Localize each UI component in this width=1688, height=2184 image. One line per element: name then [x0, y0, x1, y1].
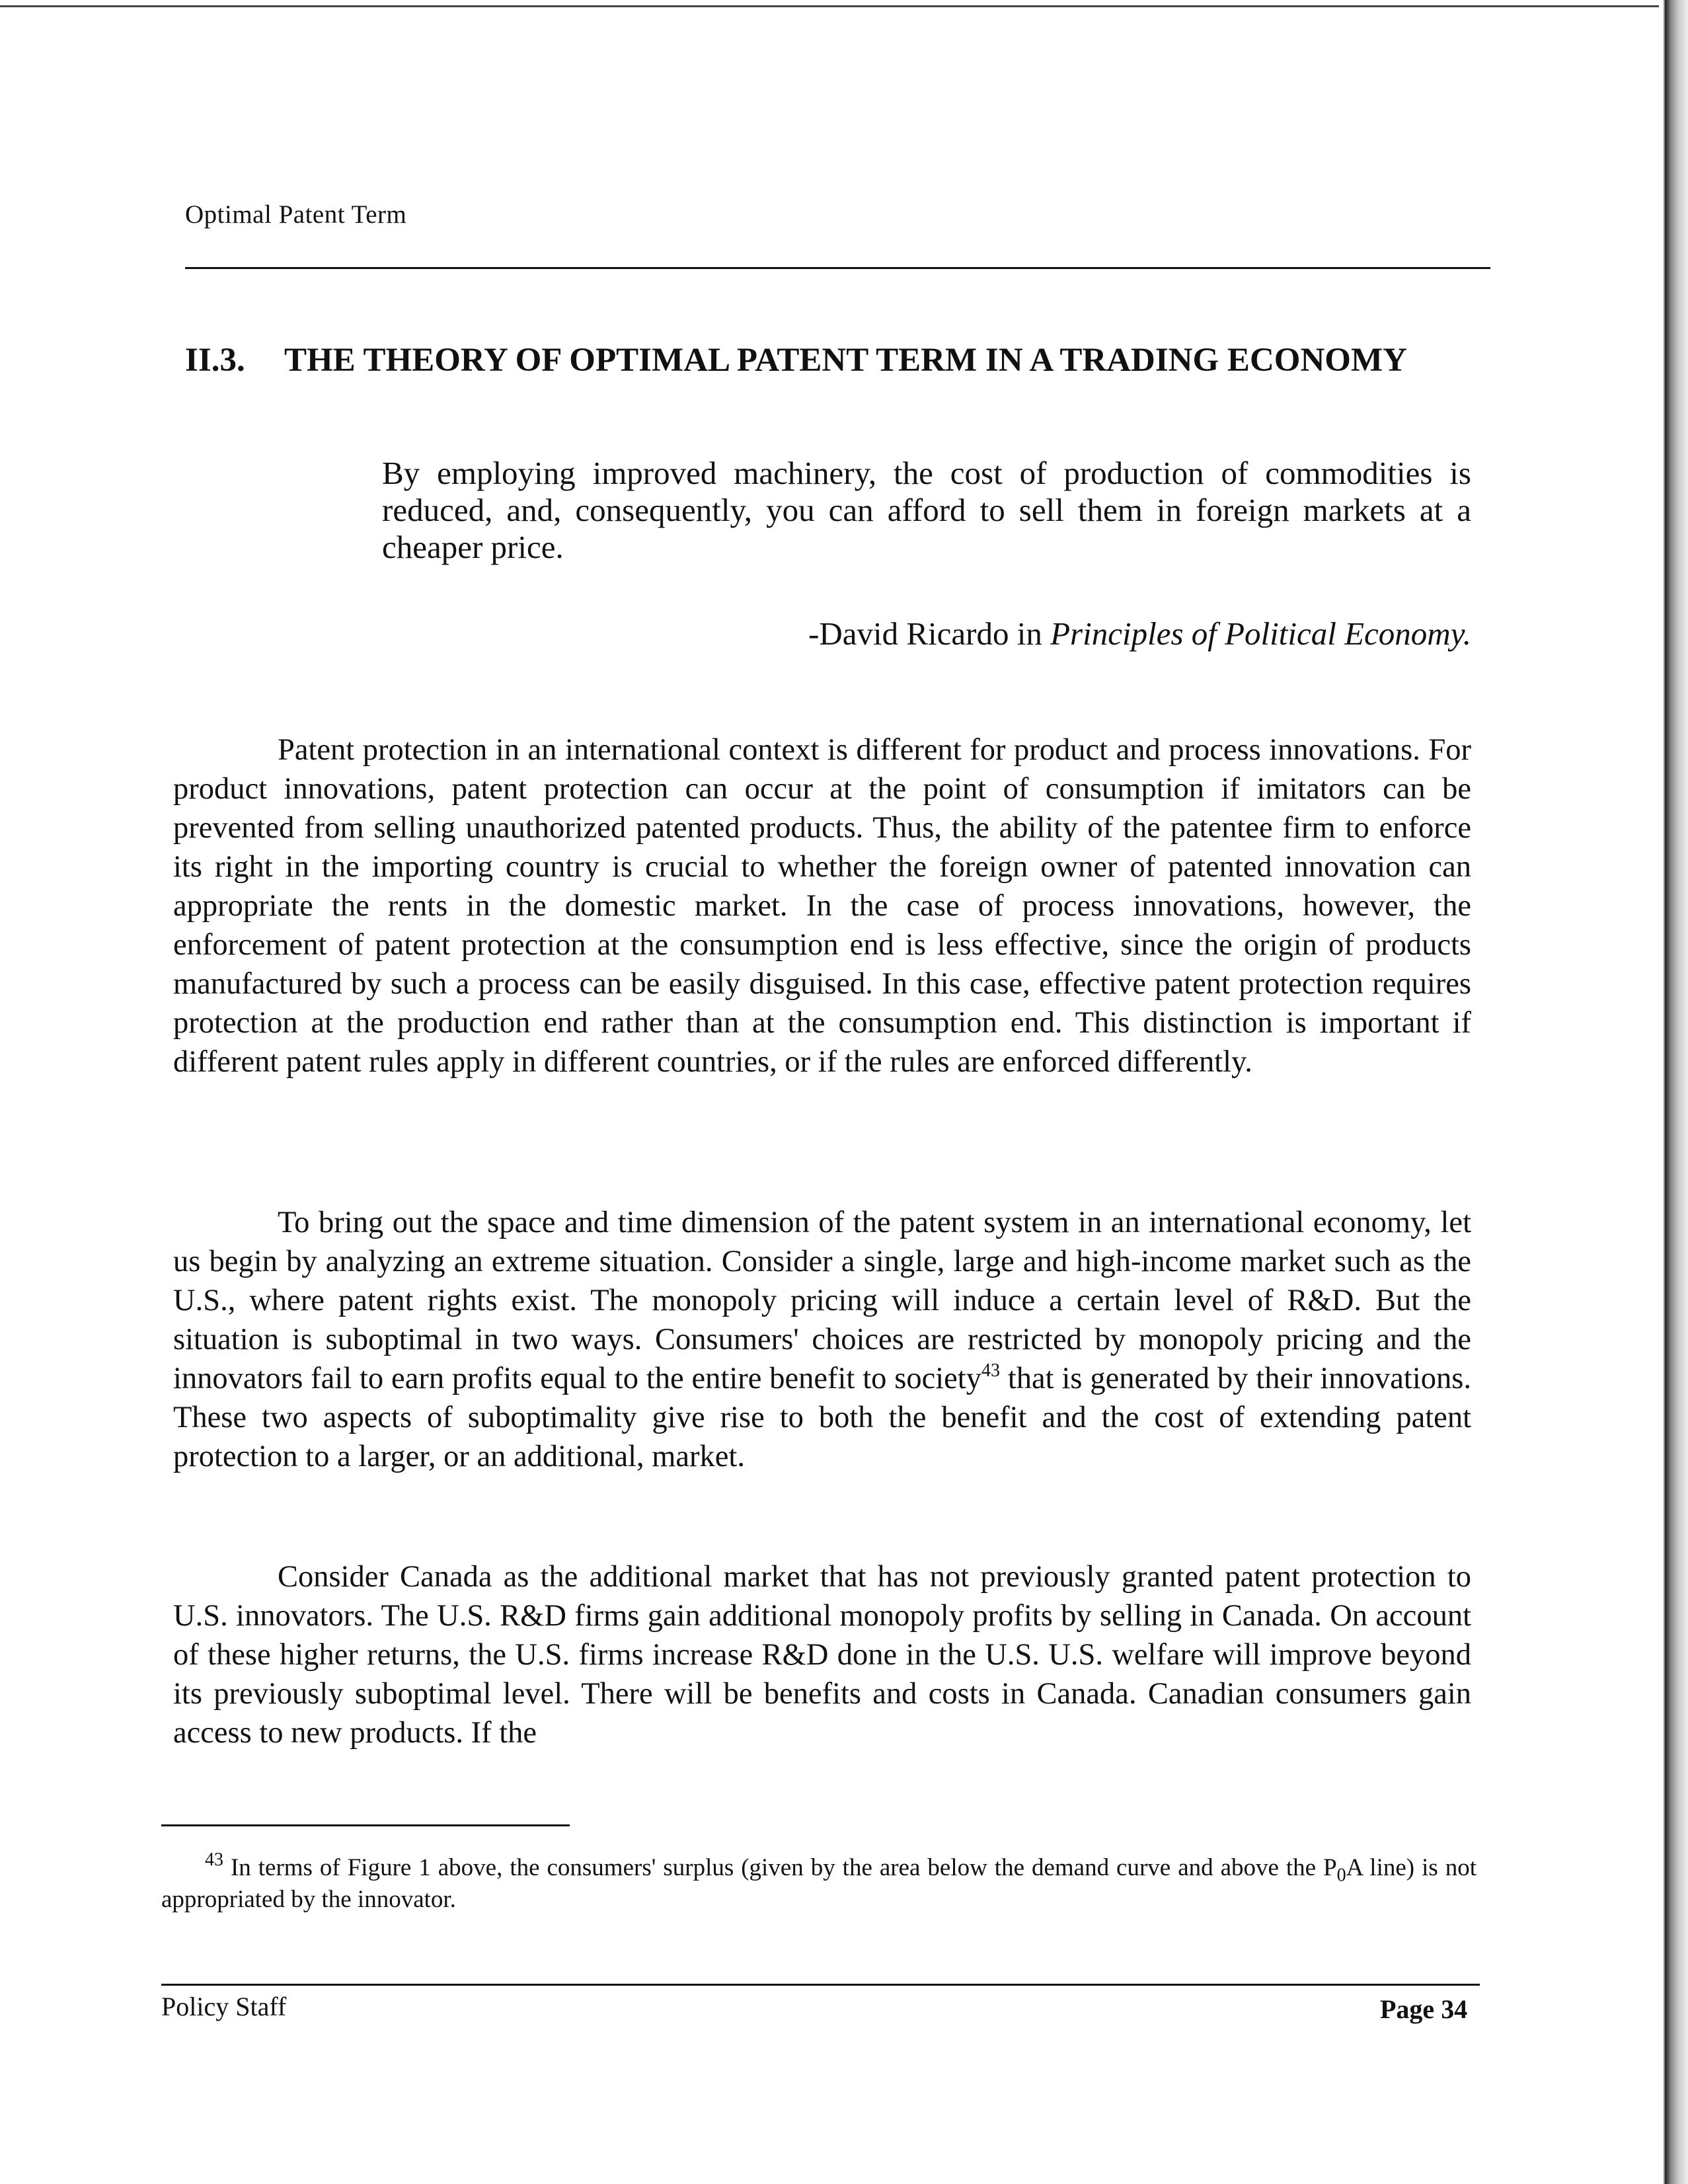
footnote-text-before: In terms of Figure 1 above, the consumers' surplus (given by the area below the demand curve and above the P	[223, 1854, 1337, 1881]
scan-edge-top	[0, 5, 1688, 7]
epigraph-quote: By employing improved machinery, the cost of production of commodities is reduced, and, consequently, you can afford to sell them in foreign markets at a cheaper price.	[382, 455, 1471, 565]
footnote-43	[161, 1849, 1477, 1916]
attribution-work: Principles of Political Economy.	[1050, 615, 1471, 652]
section-heading	[185, 341, 1480, 379]
section-number: II.3.	[185, 342, 245, 379]
paragraph-2-text-before: To bring out the space and time dimension of the patent system in an international economy, let us begin by analyzing an extreme situation. Consider a single, large and high-income market such as the U.S., where patent rights exist. The monopoly pricing will induce a certain level of R&D. But the situation is suboptimal in two ways. Consumers' choices are restricted by monopoly pricing and the innovators fail to earn profits equal to the entire benefit to society	[173, 1206, 1471, 1395]
body-paragraph-1: Patent protection in an international context is different for product and process innovations. For product innovations, patent protection can occur at the point of consumption if imitators can be prevented from selling unauthorized patented products. Thus, the ability of the patentee firm to enforce its right in the importing country is crucial to whether the foreign owner of patented innovation can appropriate the rents in the domestic market. In the case of process innovations, however, the enforcement of patent protection at the consumption end is less effective, since the origin of products manufactured by such a process can be easily disguised. In this case, effective patent protection requires protection at the production end rather than at the consumption end. This distinction is important if different patent rules apply in different countries, or if the rules are enforced differently.	[173, 733, 1471, 1079]
scan-edge-right	[1659, 0, 1688, 2184]
running-head: Optimal Patent Term	[185, 200, 407, 229]
footnote-subscript: 0	[1336, 1865, 1346, 1886]
body-paragraph-2	[173, 1203, 1471, 1476]
section-title: THE THEORY OF OPTIMAL PATENT TERM IN A TRADING ECONOMY	[284, 342, 1407, 379]
footnote-rule	[161, 1824, 570, 1826]
paragraph-2-text-after: that is generated by their innovations. These two aspects of suboptimality give rise to both the benefit and the cost of extending patent protection to a larger, or an additional, market.	[173, 1362, 1471, 1473]
attribution-author: -David Ricardo in	[808, 615, 1042, 652]
footnote-marker: 43	[205, 1849, 223, 1870]
body-paragraph-3: Consider Canada as the additional market that has not previously granted patent protection to U.S. innovators. The U.S. R&D firms gain additional monopoly profits by selling in Canada. On account of these higher returns, the U.S. firms increase R&D done in the U.S. U.S. welfare will improve beyond its previously suboptimal level. There will be benefits and costs in Canada. Canadian consumers gain access to new products. If the	[173, 1560, 1471, 1750]
header-rule	[185, 267, 1490, 269]
footer-left: Policy Staff	[161, 1992, 287, 2021]
page-number: Page 34	[1380, 1994, 1468, 2024]
epigraph-attribution	[753, 615, 1471, 652]
footnote-text-after: A line) is not appropriated by the innovator.	[161, 1854, 1477, 1913]
footnote-reference[interactable]: 43	[981, 1360, 1000, 1381]
footer-rule	[161, 1984, 1480, 1986]
